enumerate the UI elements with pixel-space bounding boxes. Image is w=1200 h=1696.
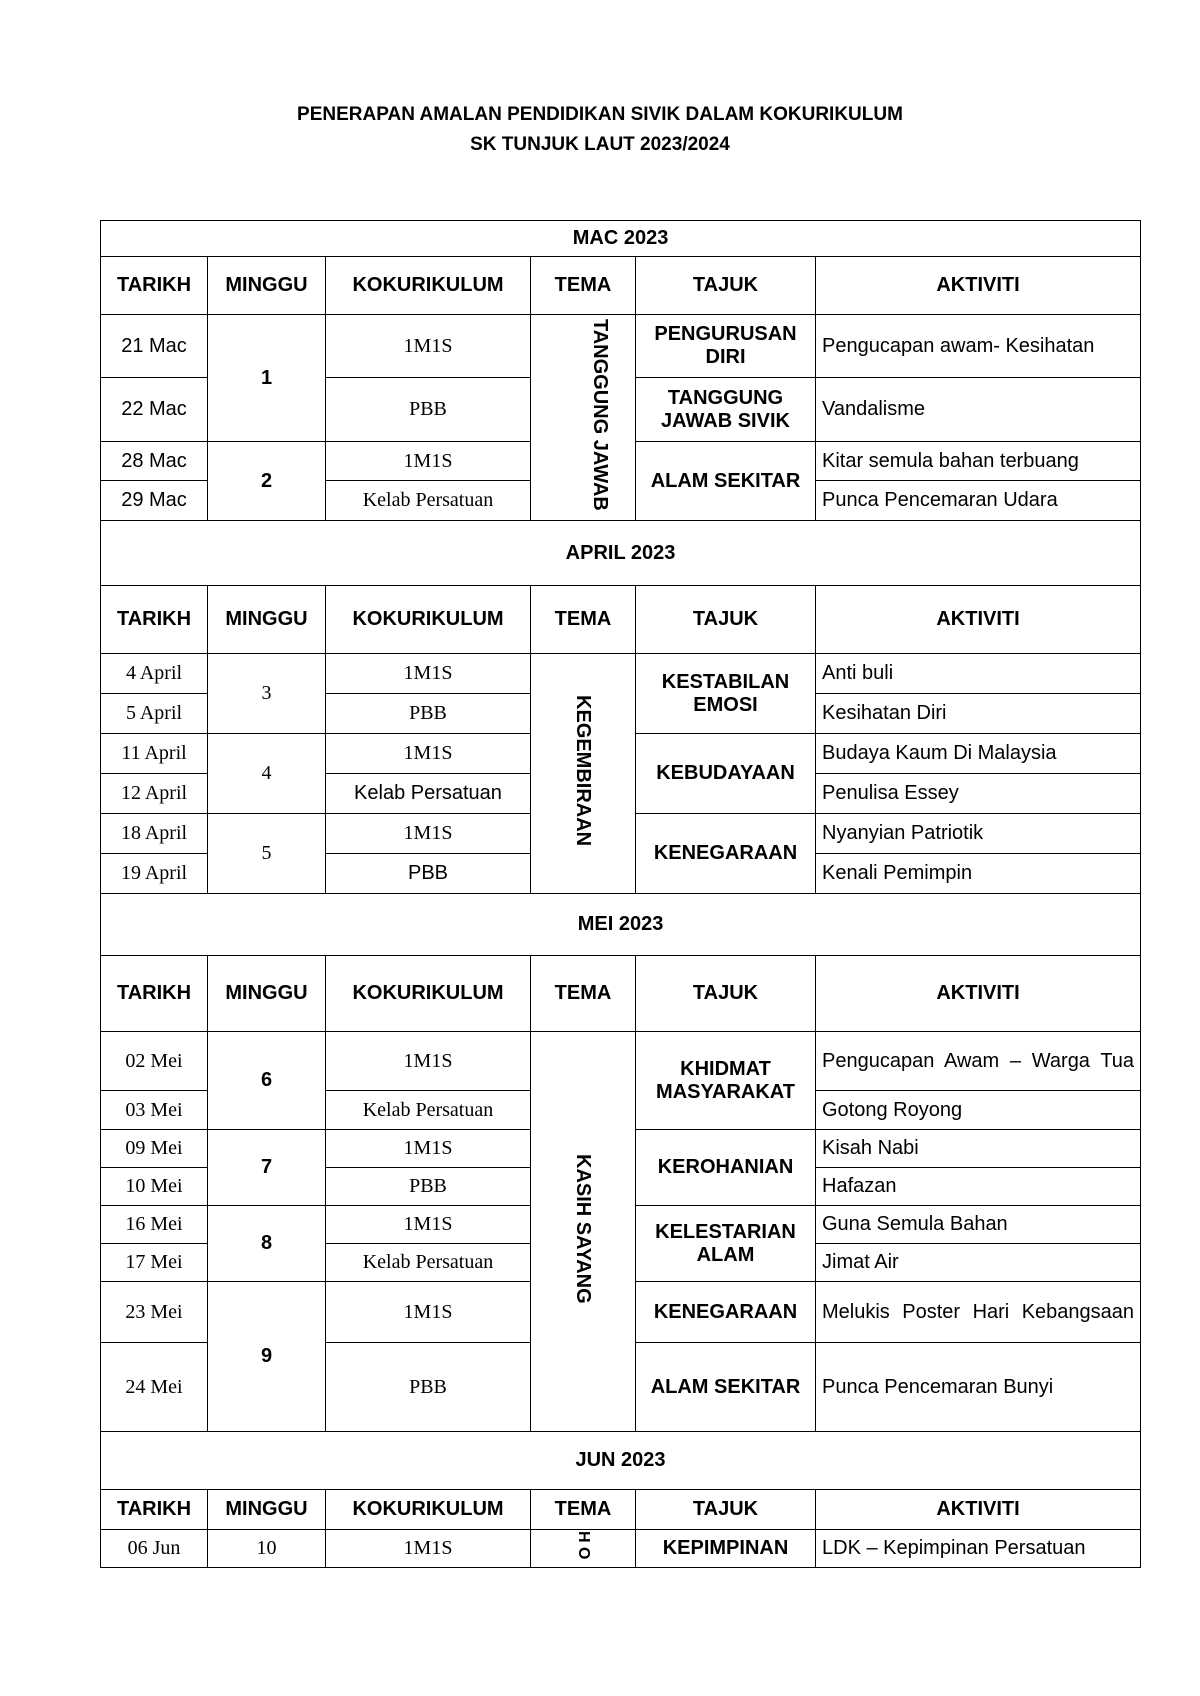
minggu-cell: 3 bbox=[208, 654, 326, 734]
aktiviti-cell: Kitar semula bahan terbuang bbox=[816, 442, 1141, 481]
header-tajuk: TAJUK bbox=[636, 586, 816, 654]
aktiviti-cell: Kesihatan Diri bbox=[816, 694, 1141, 734]
tarikh-cell: 11 April bbox=[101, 734, 208, 774]
tajuk-cell: KELESTARIAN ALAM bbox=[636, 1206, 816, 1282]
minggu-cell: 1 bbox=[208, 315, 326, 442]
tarikh-cell: 03 Mei bbox=[101, 1091, 208, 1130]
minggu-cell: 8 bbox=[208, 1206, 326, 1282]
tarikh-cell: 10 Mei bbox=[101, 1168, 208, 1206]
kokurikulum-cell: 1M1S bbox=[326, 1130, 531, 1168]
kokurikulum-cell: PBB bbox=[326, 854, 531, 894]
kokurikulum-cell: 1M1S bbox=[326, 814, 531, 854]
minggu-cell: 9 bbox=[208, 1282, 326, 1432]
kokurikulum-cell: 1M1S bbox=[326, 654, 531, 694]
header-tajuk: TAJUK bbox=[636, 1490, 816, 1530]
tarikh-cell: 22 Mac bbox=[101, 378, 208, 442]
tarikh-cell: 16 Mei bbox=[101, 1206, 208, 1244]
header-tema: TEMA bbox=[531, 956, 636, 1032]
tema-label: H O bbox=[575, 1531, 592, 1560]
aktiviti-cell: Budaya Kaum Di Malaysia bbox=[816, 734, 1141, 774]
tarikh-cell: 09 Mei bbox=[101, 1130, 208, 1168]
minggu-cell: 10 bbox=[208, 1530, 326, 1568]
kokurikulum-cell: 1M1S bbox=[326, 1282, 531, 1343]
aktiviti-cell: Hafazan bbox=[816, 1168, 1141, 1206]
table-row bbox=[101, 315, 1141, 378]
month-label: APRIL 2023 bbox=[101, 521, 1141, 586]
tajuk-cell: KEPIMPINAN bbox=[636, 1530, 816, 1568]
tajuk-cell: PENGURUSAN DIRI bbox=[636, 315, 816, 378]
month-label: MAC 2023 bbox=[101, 221, 1141, 257]
header-row bbox=[101, 586, 1141, 654]
tajuk-cell: ALAM SEKITAR bbox=[636, 442, 816, 521]
kokurikulum-cell: PBB bbox=[326, 1168, 531, 1206]
header-tarikh: TARIKH bbox=[101, 1490, 208, 1530]
tajuk-cell: KENEGARAAN bbox=[636, 1282, 816, 1343]
header-aktiviti: AKTIVITI bbox=[816, 586, 1141, 654]
table-row bbox=[101, 1032, 1141, 1091]
aktiviti-cell: Nyanyian Patriotik bbox=[816, 814, 1141, 854]
aktiviti-cell: Jimat Air bbox=[816, 1244, 1141, 1282]
aktiviti-cell: Pengucapan Awam – Warga Tua bbox=[816, 1032, 1141, 1091]
header-tarikh: TARIKH bbox=[101, 956, 208, 1032]
header-tajuk: TAJUK bbox=[636, 257, 816, 315]
header-kokurikulum: KOKURIKULUM bbox=[326, 257, 531, 315]
kokurikulum-cell: Kelab Persatuan bbox=[326, 481, 531, 521]
kokurikulum-cell: Kelab Persatuan bbox=[326, 774, 531, 814]
tajuk-cell: TANGGUNG JAWAB SIVIK bbox=[636, 378, 816, 442]
kokurikulum-cell: Kelab Persatuan bbox=[326, 1091, 531, 1130]
header-aktiviti: AKTIVITI bbox=[816, 956, 1141, 1032]
header-kokurikulum: KOKURIKULUM bbox=[326, 1490, 531, 1530]
tajuk-cell: KHIDMAT MASYARAKAT bbox=[636, 1032, 816, 1130]
tema-cell bbox=[531, 1530, 636, 1568]
header-tema: TEMA bbox=[531, 586, 636, 654]
aktiviti-cell: Kenali Pemimpin bbox=[816, 854, 1141, 894]
tarikh-cell: 12 April bbox=[101, 774, 208, 814]
aktiviti-cell: Punca Pencemaran Udara bbox=[816, 481, 1141, 521]
aktiviti-cell: Penulisa Essey bbox=[816, 774, 1141, 814]
tarikh-cell: 28 Mac bbox=[101, 442, 208, 481]
tema-label: KASIH SAYANG bbox=[572, 1153, 594, 1304]
month-label: JUN 2023 bbox=[101, 1432, 1141, 1490]
kokurikulum-cell: 1M1S bbox=[326, 1032, 531, 1091]
table-row bbox=[101, 654, 1141, 694]
minggu-cell: 6 bbox=[208, 1032, 326, 1130]
header-kokurikulum: KOKURIKULUM bbox=[326, 956, 531, 1032]
month-row-mac bbox=[101, 221, 1141, 257]
header-row bbox=[101, 257, 1141, 315]
tarikh-cell: 06 Jun bbox=[101, 1530, 208, 1568]
tajuk-cell: KENEGARAAN bbox=[636, 814, 816, 894]
minggu-cell: 5 bbox=[208, 814, 326, 894]
tajuk-cell: KEBUDAYAAN bbox=[636, 734, 816, 814]
tajuk-cell: ALAM SEKITAR bbox=[636, 1343, 816, 1432]
aktiviti-cell: Anti buli bbox=[816, 654, 1141, 694]
tarikh-cell: 29 Mac bbox=[101, 481, 208, 521]
header-minggu: MINGGU bbox=[208, 586, 326, 654]
tarikh-cell: 23 Mei bbox=[101, 1282, 208, 1343]
tarikh-cell: 24 Mei bbox=[101, 1343, 208, 1432]
tarikh-cell: 19 April bbox=[101, 854, 208, 894]
header-tarikh: TARIKH bbox=[101, 257, 208, 315]
tarikh-cell: 02 Mei bbox=[101, 1032, 208, 1091]
title-line-2: SK TUNJUK LAUT 2023/2024 bbox=[470, 134, 730, 155]
tema-label: TANGGUNG JAWAB bbox=[589, 318, 611, 511]
kokurikulum-cell: 1M1S bbox=[326, 442, 531, 481]
header-minggu: MINGGU bbox=[208, 956, 326, 1032]
aktiviti-cell: Guna Semula Bahan bbox=[816, 1206, 1141, 1244]
header-tema: TEMA bbox=[531, 1490, 636, 1530]
aktiviti-cell: Gotong Royong bbox=[816, 1091, 1141, 1130]
month-row-jun bbox=[101, 1432, 1141, 1490]
tema-cell bbox=[531, 315, 636, 521]
tarikh-cell: 4 April bbox=[101, 654, 208, 694]
tarikh-cell: 21 Mac bbox=[101, 315, 208, 378]
kokurikulum-cell: PBB bbox=[326, 378, 531, 442]
aktiviti-cell: Pengucapan awam- Kesihatan bbox=[816, 315, 1141, 378]
tema-label: KEGEMBIRAAN bbox=[572, 694, 594, 847]
header-minggu: MINGGU bbox=[208, 257, 326, 315]
kokurikulum-cell: Kelab Persatuan bbox=[326, 1244, 531, 1282]
minggu-cell: 2 bbox=[208, 442, 326, 521]
table-row bbox=[101, 1530, 1141, 1568]
schedule-table bbox=[100, 220, 1141, 1568]
header-aktiviti: AKTIVITI bbox=[816, 1490, 1141, 1530]
aktiviti-cell: Melukis Poster Hari Kebangsaan bbox=[816, 1282, 1141, 1343]
kokurikulum-cell: PBB bbox=[326, 694, 531, 734]
month-row-mei bbox=[101, 894, 1141, 956]
aktiviti-cell: Kisah Nabi bbox=[816, 1130, 1141, 1168]
kokurikulum-cell: 1M1S bbox=[326, 315, 531, 378]
header-tajuk: TAJUK bbox=[636, 956, 816, 1032]
tema-cell bbox=[531, 654, 636, 894]
tarikh-cell: 17 Mei bbox=[101, 1244, 208, 1282]
kokurikulum-cell: 1M1S bbox=[326, 734, 531, 774]
header-tarikh: TARIKH bbox=[101, 586, 208, 654]
tarikh-cell: 18 April bbox=[101, 814, 208, 854]
month-row-april bbox=[101, 521, 1141, 586]
aktiviti-cell: LDK – Kepimpinan Persatuan bbox=[816, 1530, 1141, 1568]
tajuk-cell: KESTABILAN EMOSI bbox=[636, 654, 816, 734]
aktiviti-cell: Punca Pencemaran Bunyi bbox=[816, 1343, 1141, 1432]
header-row bbox=[101, 1490, 1141, 1530]
title-line-1: PENERAPAN AMALAN PENDIDIKAN SIVIK DALAM KOKURIKULUM bbox=[297, 104, 903, 125]
minggu-cell: 7 bbox=[208, 1130, 326, 1206]
tajuk-cell: KEROHANIAN bbox=[636, 1130, 816, 1206]
header-row bbox=[101, 956, 1141, 1032]
aktiviti-cell: Vandalisme bbox=[816, 378, 1141, 442]
header-aktiviti: AKTIVITI bbox=[816, 257, 1141, 315]
month-label: MEI 2023 bbox=[101, 894, 1141, 956]
header-kokurikulum: KOKURIKULUM bbox=[326, 586, 531, 654]
kokurikulum-cell: 1M1S bbox=[326, 1206, 531, 1244]
header-minggu: MINGGU bbox=[208, 1490, 326, 1530]
kokurikulum-cell: 1M1S bbox=[326, 1530, 531, 1568]
document-title bbox=[0, 100, 1200, 160]
tarikh-cell: 5 April bbox=[101, 694, 208, 734]
minggu-cell: 4 bbox=[208, 734, 326, 814]
header-tema: TEMA bbox=[531, 257, 636, 315]
tema-cell bbox=[531, 1032, 636, 1432]
kokurikulum-cell: PBB bbox=[326, 1343, 531, 1432]
